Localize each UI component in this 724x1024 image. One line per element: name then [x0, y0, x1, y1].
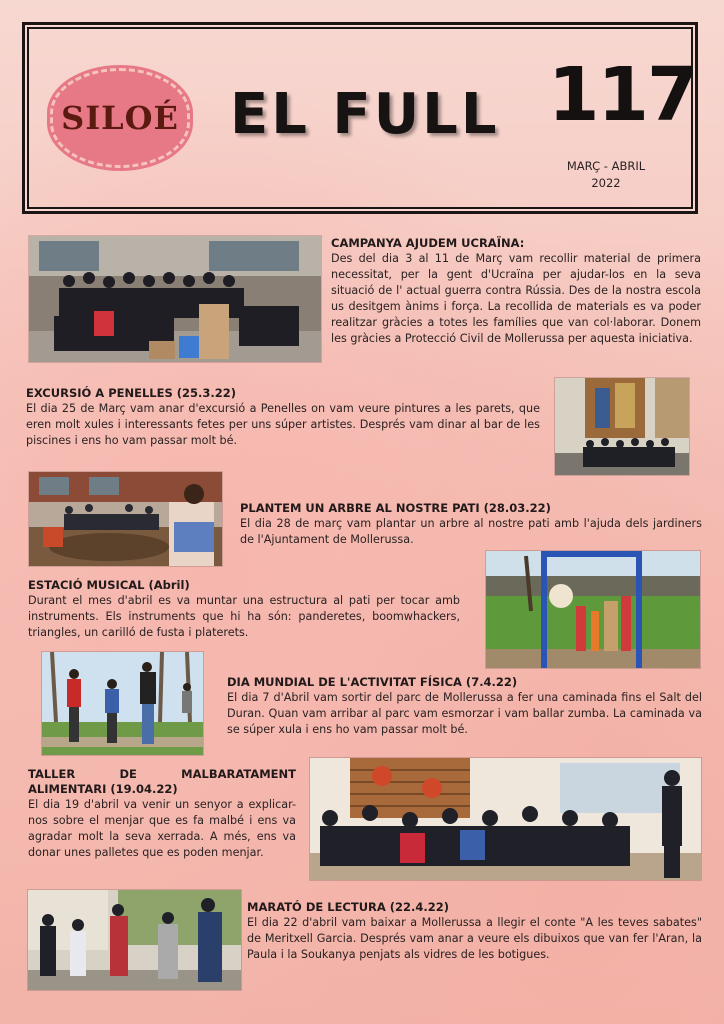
newsletter-title: EL FULL [230, 82, 500, 147]
photo-food-waste-talk [309, 757, 702, 881]
photo-physical-activity [41, 651, 204, 756]
article-title: EXCURSIÓ A PENELLES (25.3.22) [26, 386, 237, 400]
article-body: El dia 25 de Març vam anar d'excursió a Penelles on vam veure pintures a les parets, que eren molt xules i interessants fetes per uns súper artistes. Després vam dinar al bar de les piscines i ens ho vam passar molt bé. [26, 402, 540, 447]
article-body: Des del dia 3 al 11 de Març vam recollir material de primera necessitat, per la gent d'Ucraïna per ajudar-los en la seva situació de l' actual guerra contra Rússia. Des de la nostra escola us desitgem ànims i força. La recollida de materials es va poder realitzar gràcies a totes les famílies que van col·laborar. Donem les gràcies a Protecció Civil de Mollerussa per aquesta iniciativa. [331, 252, 701, 345]
photo-reading-marathon [27, 889, 242, 991]
article-reading-marathon [247, 900, 702, 963]
article-title: TALLER DE MALBARATAMENT ALIMENTARI (19.04.22) [28, 767, 296, 796]
article-title: DIA MUNDIAL DE L'ACTIVITAT FÍSICA (7.4.22) [227, 675, 518, 689]
photo-musical-station [485, 550, 701, 669]
siloe-logo [50, 68, 190, 168]
article-title: MARATÓ DE LECTURA (22.4.22) [247, 900, 450, 914]
article-body: El dia 22 d'abril vam baixar a Mollerussa a llegir el conte "A les teves sabates" de Meritxell Garcia. Després vam anar a veure els dibuixos que van fer l'Aran, la Paula i la Soukanya penjats als vidres de les botigues. [247, 916, 702, 961]
article-body: El dia 19 d'abril va venir un senyor a explicar-nos sobre el menjar que es fa malbé i ens va agradar molt la seva xerrada. A més, ens va donar unes palletes que es poden menjar. [28, 798, 296, 859]
issue-period [548, 158, 664, 192]
article-tree [240, 501, 702, 548]
article-body: El dia 28 de març vam plantar un arbre al nostre pati amb l'ajuda dels jardiners de l'Ajuntament de Mollerussa. [240, 517, 702, 546]
article-title: PLANTEM UN ARBRE AL NOSTRE PATI (28.03.22) [240, 501, 551, 515]
article-body: Durant el mes d'abril es va muntar una estructura al pati per tocar amb instruments. Els instruments que hi ha són: panderetes, boomwhackers, triangles, un carilló de fusta i platerets. [28, 594, 460, 639]
article-body: El dia 7 d'Abril vam sortir del parc de Mollerussa a fer una caminada fins el Salt del Duran. Quan vam arribar al parc vam esmorzar i vam ballar zumba. La caminada va se súper xula i ens ho vam passar molt bé. [227, 691, 702, 736]
article-penelles [26, 386, 540, 449]
article-physical-activity [227, 675, 702, 738]
article-ukraine [331, 236, 701, 347]
logo-text: SILOÉ [61, 99, 179, 137]
issue-year: 2022 [591, 176, 621, 190]
article-title: ESTACIÓ MUSICAL (Abril) [28, 578, 190, 592]
article-title: CAMPANYA AJUDEM UCRAÏNA: [331, 236, 525, 250]
article-musical-station [28, 578, 460, 641]
issue-months: MARÇ - ABRIL [566, 159, 646, 173]
photo-tree-planting [28, 471, 223, 567]
article-food-waste [28, 767, 296, 861]
photo-penelles-mural [554, 377, 690, 476]
photo-ukraine-campaign [28, 235, 322, 363]
issue-number: 117 [548, 52, 697, 138]
